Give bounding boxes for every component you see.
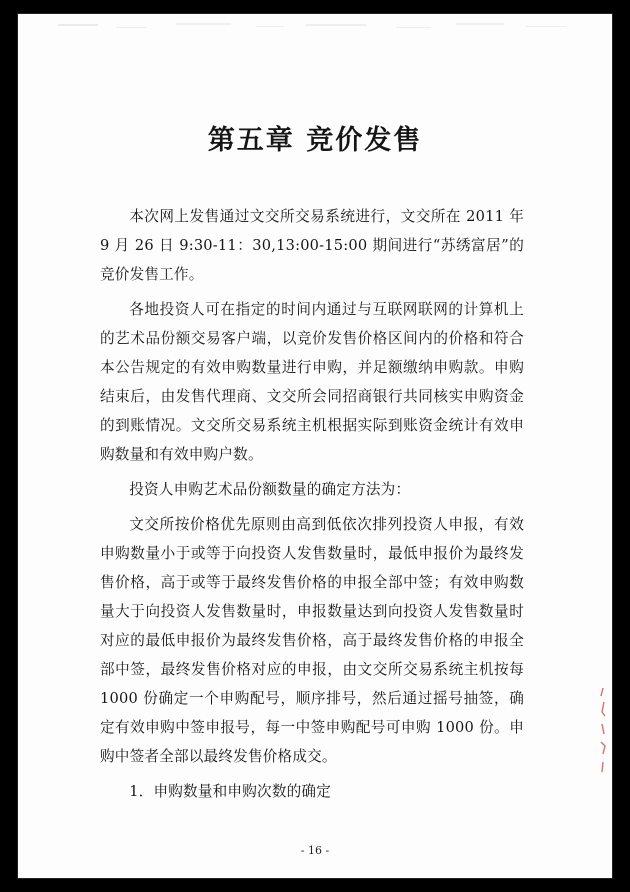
paragraph-1: 本次网上发售通过文交所交易系统进行，文交所在 2011 年 9 月 26 日 9:30-11：30,13:00-15:00 期间进行“苏绣富居”的竞价发售工作。	[100, 208, 524, 283]
chapter-title: 第五章 竞价发售	[207, 125, 423, 156]
document-page	[18, 14, 612, 878]
page-number: - 16 -	[300, 844, 330, 857]
paragraph-4: 文交所按价格优先原则由高到低依次排列投资人申报，有效申购数量小于或等于向投资人发售数量时，最低申报价为最终发售价格，高于或等于最终发售价格的申报全部中签；有效申购数量大于向投资人发售数量时，申报数量达到向投资人发售数量时对应的最低申报价为最终发售价格，高于最终发售价格的申报全部中签，最终发售价格对应的申报，由文交所交易系统主机按每 1000 份确定一个申购配号，顺序排号，然后通过摇号抽签，确定有效申购中签申报号，每一中签申购配号可申购 1000 份。申购中签者全部以最终发售价格成交。	[100, 516, 524, 765]
scan-noise	[46, 20, 586, 34]
paragraph-3: 投资人申购艺术品份额数量的确定方法为：	[129, 481, 411, 498]
seal-stamp-fragment	[598, 686, 608, 774]
section-heading-1: 1．申购数量和申购次数的确定	[129, 783, 331, 800]
document-body	[100, 202, 524, 806]
paragraph-2: 各地投资人可在指定的时间内通过与互联网联网的计算机上的艺术品份额交易客户端，以竞价发售价格区间内的价格和符合本公告规定的有效申购数量进行申购，并足额缴纳申购款。申购结束后，由发售代理商、文交所会同招商银行共同核实申购资金的到账情况。文交所交易系统主机根据实际到账资金统计有效申购数量和有效申购户数。	[100, 301, 524, 463]
